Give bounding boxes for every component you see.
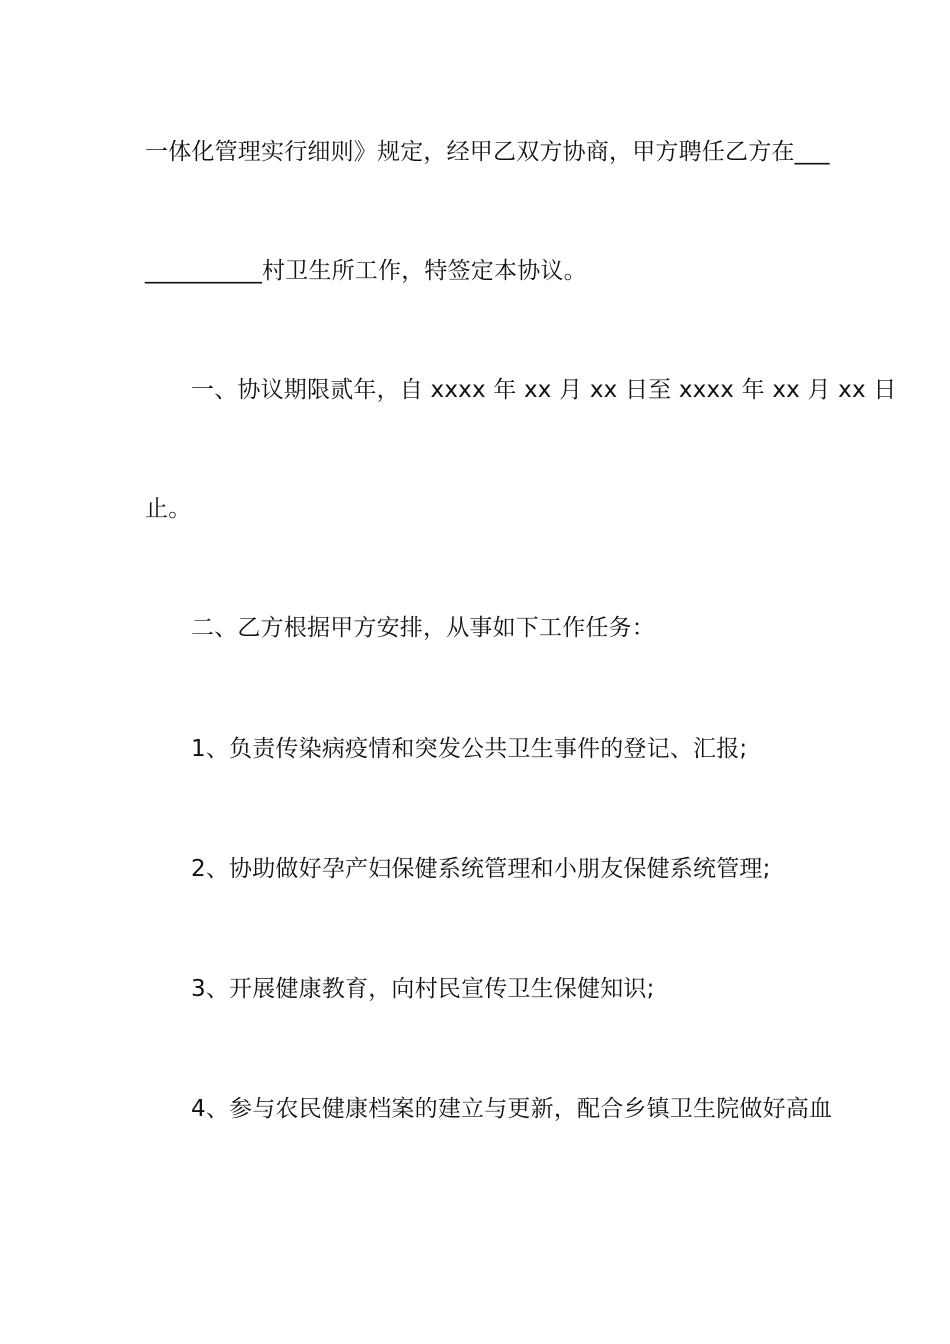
task-item-3: 3、开展健康教育，向村民宣传卫生保健知识;: [191, 976, 655, 1002]
task-item-4: 4、参与农民健康档案的建立与更新，配合乡镇卫生院做好高血: [191, 1096, 833, 1122]
body-line-1: 一体化管理实行细则》规定，经甲乙双方协商，甲方聘任乙方在___: [145, 139, 830, 165]
task-item-2: 2、协助做好孕产妇保健系统管理和小朋友保健系统管理;: [191, 856, 771, 882]
clause-1-line-2: 止。: [145, 496, 192, 522]
clause-1-line-1: 一、协议期限贰年，自 xxxx 年 xx 月 xx 日至 xxxx 年 xx 月 xx 日: [191, 377, 897, 403]
clause-2-heading: 二、乙方根据甲方安排，从事如下工作任务：: [191, 615, 655, 641]
task-item-1: 1、负责传染病疫情和突发公共卫生事件的登记、汇报;: [191, 736, 748, 762]
body-line-2: __________村卫生所工作，特签定本协议。: [145, 258, 587, 284]
